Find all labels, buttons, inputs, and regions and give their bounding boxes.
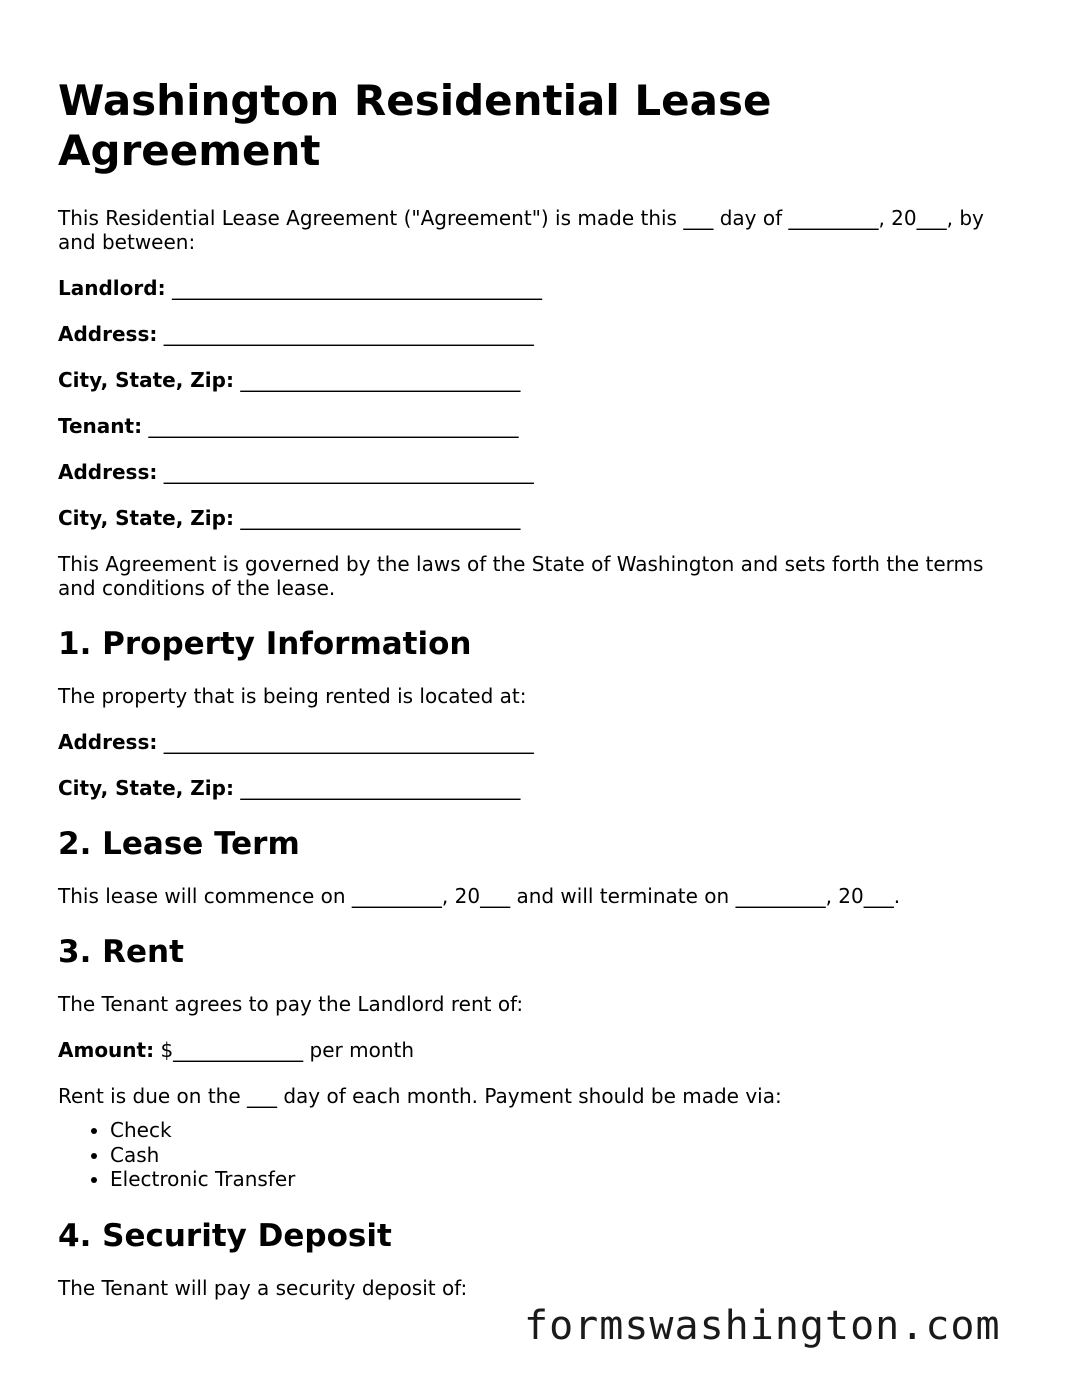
governing-paragraph: This Agreement is governed by the laws of the State of Washington and sets forth the terms and conditions of the lease. [58, 552, 984, 600]
tenant-city-field [58, 506, 1008, 530]
intro-paragraph: This Residential Lease Agreement ("Agreement") is made this ___ day of _________, 20___, by and between: [58, 206, 984, 254]
list-item: • Check [110, 1118, 1008, 1143]
field-label: City, State, Zip: [58, 506, 234, 530]
section-heading-security-deposit: 4. Security Deposit [58, 1217, 392, 1254]
rent-amount-field [58, 1038, 1008, 1062]
property-text: The property that is being rented is located at: [58, 684, 527, 708]
field-blank: ____________________________ [240, 368, 521, 392]
field-label: Address: [58, 460, 158, 484]
property-city-field [58, 776, 1008, 800]
tenant-field [58, 414, 1008, 438]
section-heading-lease-term: 2. Lease Term [58, 826, 300, 862]
field-blank: _____________________________________ [171, 276, 542, 300]
field-blank: _____________________________________ [163, 730, 534, 754]
rent-text: The Tenant agrees to pay the Landlord rent of: [58, 992, 524, 1016]
lease-term-text: This lease will commence on _________, 20___ and will terminate on _________, 20___. [58, 884, 901, 908]
watermark-text: formswashington.com [524, 1303, 1001, 1349]
field-blank: ____________________________ [240, 776, 521, 800]
field-blank: ____________________________ [240, 506, 521, 530]
field-label: Amount: [58, 1038, 155, 1062]
field-label: Address: [58, 322, 158, 346]
tenant-address-field [58, 460, 1008, 484]
list-item: • Electronic Transfer [110, 1167, 1008, 1192]
field-blank: _____________________________________ [148, 414, 519, 438]
field-label: City, State, Zip: [58, 776, 234, 800]
section-heading-rent: 3. Rent [58, 934, 184, 970]
field-label: Address: [58, 730, 158, 754]
security-deposit-text: The Tenant will pay a security deposit of: [58, 1275, 468, 1300]
field-label: Landlord: [58, 276, 166, 300]
field-blank: _____________________________________ [163, 460, 534, 484]
payment-methods-list [58, 1118, 1008, 1192]
landlord-address-field [58, 322, 1008, 346]
rent-due-text: Rent is due on the ___ day of each month. Payment should be made via: [58, 1084, 782, 1108]
landlord-field [58, 276, 1008, 300]
property-address-field [58, 730, 1008, 754]
section-heading-property: 1. Property Information [58, 626, 472, 662]
list-item: • Cash [110, 1143, 1008, 1168]
field-label: City, State, Zip: [58, 368, 234, 392]
document-page [58, 0, 1008, 1300]
landlord-city-field [58, 368, 1008, 392]
field-blank: $_____________ per month [160, 1038, 415, 1062]
field-blank: _____________________________________ [163, 322, 534, 346]
field-label: Tenant: [58, 414, 143, 438]
document-title: Washington Residential Lease Agreement [58, 76, 772, 175]
